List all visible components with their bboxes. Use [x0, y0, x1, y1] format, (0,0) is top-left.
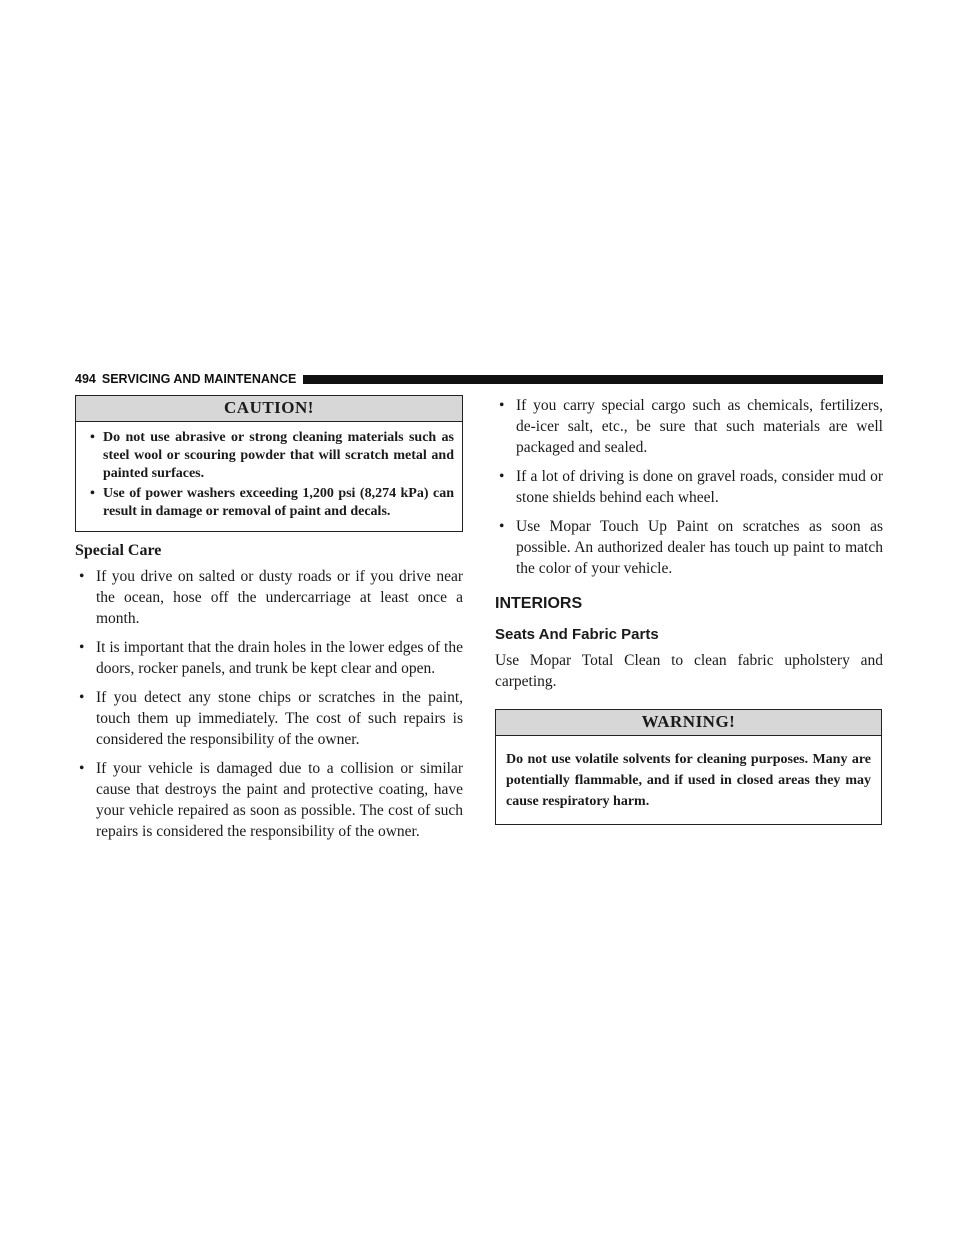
list-item: • If you detect any stone chips or scratches in the paint, touch them up immediately. The cost of such repairs is considered the responsibility of the owner.: [75, 687, 463, 750]
header-rule: [303, 375, 883, 384]
caution-box: [75, 395, 463, 532]
list-item: • If your vehicle is damaged due to a collision or similar cause that destroys the paint and protective coating, have your vehicle repaired as soon as possible. The cost of such repairs is considered the responsibility of the owner.: [75, 758, 463, 842]
caution-list: [84, 429, 454, 521]
interiors-heading: INTERIORS: [495, 595, 583, 612]
care-list-continued: [495, 395, 883, 579]
warning-text: Do not use volatile solvents for cleaning purposes. Many are potentially flammable, and if used in closed areas they may cause respiratory harm.: [506, 752, 871, 809]
caution-item: • Use of power washers exceeding 1,200 psi (8,274 kPa) can result in damage or removal of paint and decals.: [84, 485, 454, 521]
page-header: [75, 372, 883, 386]
page-number: 494: [75, 372, 96, 386]
list-item: • Use Mopar Touch Up Paint on scratches as soon as possible. An authorized dealer has touch up paint to match the color of your vehicle.: [495, 516, 883, 579]
special-care-heading: Special Care: [75, 542, 162, 559]
warning-title: WARNING!: [496, 710, 881, 736]
special-care-list: [75, 566, 463, 842]
list-item: • If a lot of driving is done on gravel roads, consider mud or stone shields behind each wheel.: [495, 466, 883, 508]
left-column: [75, 395, 463, 850]
seats-fabric-heading: Seats And Fabric Parts: [495, 626, 659, 643]
caution-item: • Do not use abrasive or strong cleaning materials such as steel wool or scouring powder that will scratch metal and painted surfaces.: [84, 429, 454, 483]
caution-title: CAUTION!: [76, 396, 462, 422]
list-item: • It is important that the drain holes in the lower edges of the doors, rocker panels, and trunk be kept clear and open.: [75, 637, 463, 679]
warning-box: [495, 709, 882, 825]
section-title: SERVICING AND MAINTENANCE: [101, 372, 297, 386]
interiors-paragraph: Use Mopar Total Clean to clean fabric upholstery and carpeting.: [495, 652, 883, 690]
right-column: [495, 395, 883, 825]
list-item: • If you carry special cargo such as chemicals, fertilizers, de-icer salt, etc., be sure that such materials are well packaged and sealed.: [495, 395, 883, 458]
list-item: • If you drive on salted or dusty roads or if you drive near the ocean, hose off the undercarriage at least once a month.: [75, 566, 463, 629]
